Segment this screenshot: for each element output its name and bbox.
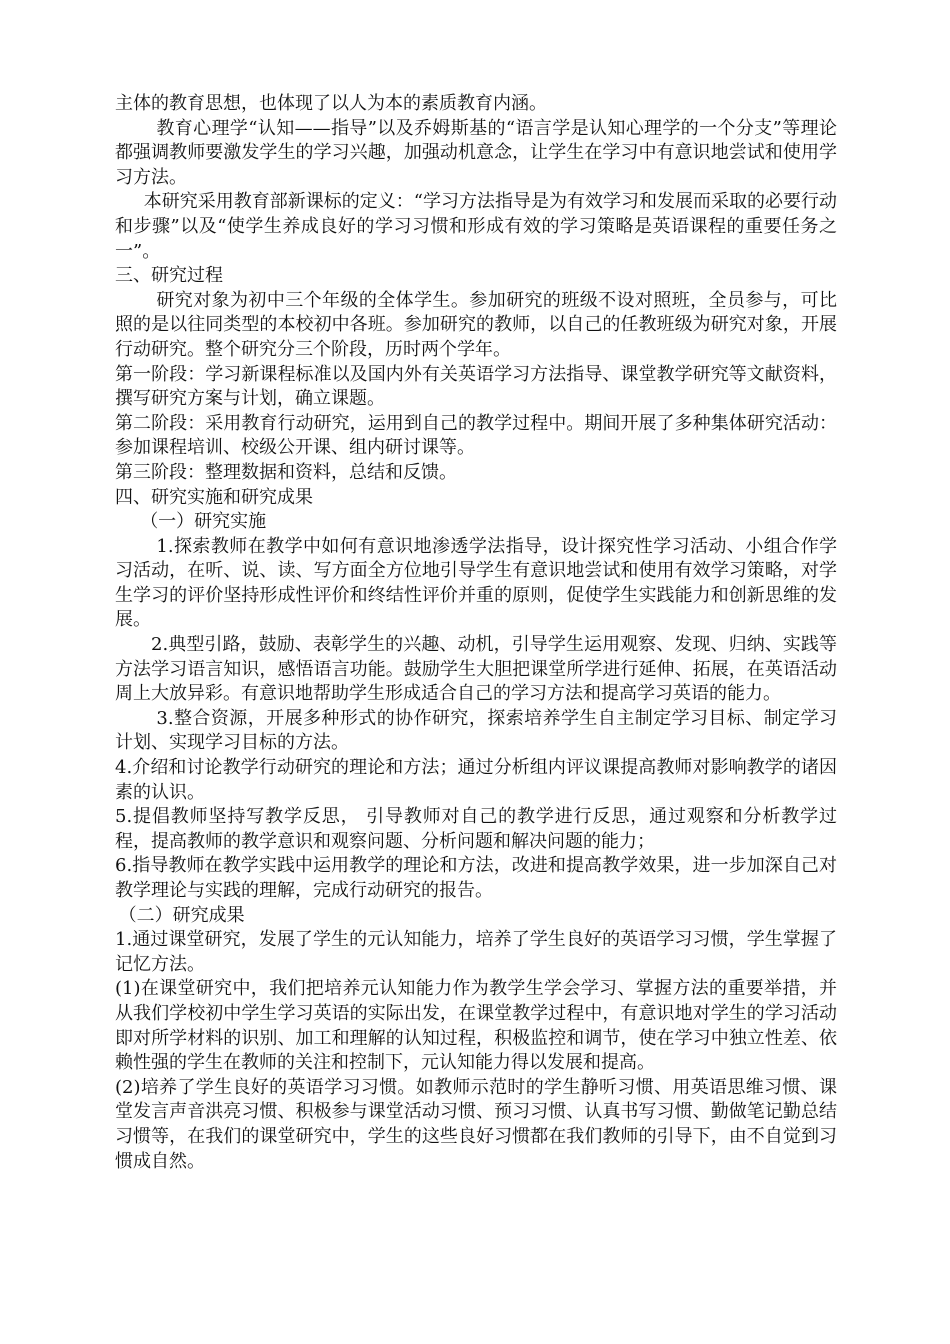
paragraph: 6.指导教师在教学实践中运用教学的理论和方法，改进和提高教学效果，进一步加深自己对教学理论与实践的理解，完成行动研究的报告。 bbox=[115, 855, 837, 901]
paragraph: 4.介绍和讨论教学行动研究的理论和方法；通过分析组内评议课提高教师对影响教学的诸因素的认识。 bbox=[115, 757, 837, 803]
paragraph: 1.探索教师在教学中如何有意识地渗透学法指导，设计探究性学习活动、小组合作学习活动，在听、说、读、写方面全方位地引导学生有意识地尝试和使用有效学习策略，对学生学习的评价坚持形成性评价和终结性评价并重的原则，促使学生实践能力和创新思维的发展。 bbox=[115, 535, 837, 631]
paragraph: 本研究采用教育部新课标的定义：“学习方法指导是为有效学习和发展而采取的必要行动和步骤”以及“使学生养成良好的学习习惯和形成有效的学习策略是英语课程的重要任务之一”。 bbox=[115, 191, 837, 262]
paragraph: 主体的教育思想，也体现了以人为本的素质教育内涵。 bbox=[115, 93, 547, 114]
paragraph: 5.提倡教师坚持写教学反思， 引导教师对自己的教学进行反思，通过观察和分析教学过程，提高教师的教学意识和观察问题、分析问题和解决问题的能力； bbox=[115, 806, 837, 852]
section-heading: 三、研究过程 bbox=[115, 265, 223, 287]
paragraph: 第三阶段：整理数据和资料，总结和反馈。 bbox=[115, 461, 457, 483]
paragraph: 教育心理学“认知——指导”以及乔姆斯基的“语言学是认知心理学的一个分支”等理论都强调教师要激发学生的学习兴趣，加强动机意念，让学生在学习中有意识地尝试和使用学习方法。 bbox=[115, 117, 837, 188]
paragraph: 第二阶段：采用教育行动研究，运用到自己的教学过程中。期间开展了多种集体研究活动：参加课程培训、校级公开课、组内研讨课等。 bbox=[115, 412, 837, 459]
subsection-heading: （一）研究实施 bbox=[140, 511, 267, 533]
paragraph: 第一阶段：学习新课程标准以及国内外有关英语学习方法指导、课堂教学研究等文献资料，撰写研究方案与计划，确立课题。 bbox=[115, 363, 837, 410]
paragraph: 1.通过课堂研究，发展了学生的元认知能力，培养了学生良好的英语学习习惯，学生掌握了记忆方法。 bbox=[115, 929, 837, 975]
paragraph: (2)培养了学生良好的英语学习习惯。如教师示范时的学生静听习惯、用英语思维习惯、课堂发言声音洪亮习惯、积极参与课堂活动习惯、预习习惯、认真书写习惯、勤做笔记勤总结习惯等，在我们的课堂研究中，学生的这些良好习惯都在我们教师的引导下，由不自觉到习惯成自然。 bbox=[115, 1076, 837, 1172]
document-page bbox=[115, 92, 837, 1174]
subsection-heading: （二）研究成果 bbox=[118, 904, 245, 926]
paragraph: 2.典型引路，鼓励、表彰学生的兴趣、动机，引导学生运用观察、发现、归纳、实践等方法学习语言知识，感悟语言功能。鼓励学生大胆把课堂所学进行延伸、拓展，在英语活动周上大放异彩。有意识地帮助学生形成适合自己的学习方法和提高学习英语的能力。 bbox=[115, 634, 837, 705]
paragraph: 研究对象为初中三个年级的全体学生。参加研究的班级不设对照班，全员参与，可比照的是以往同类型的本校初中各班。参加研究的教师，以自己的任教班级为研究对象，开展行动研究。整个研究分三个阶段，历时两个学年。 bbox=[115, 289, 837, 360]
section-heading: 四、研究实施和研究成果 bbox=[115, 486, 313, 508]
paragraph: 3.整合资源，开展多种形式的协作研究，探索培养学生自主制定学习目标、制定学习计划、实现学习目标的方法。 bbox=[115, 707, 837, 754]
paragraph: (1)在课堂研究中，我们把培养元认知能力作为教学生学会学习、掌握方法的重要举措，并从我们学校初中学生学习英语的实际出发，在课堂教学过程中，有意识地对学生的学习活动即对所学材料的识别、加工和理解的认知过程，积极监控和调节，使在学习中独立性差、依赖性强的学生在教师的关注和控制下，元认知能力得以发展和提高。 bbox=[115, 978, 837, 1074]
